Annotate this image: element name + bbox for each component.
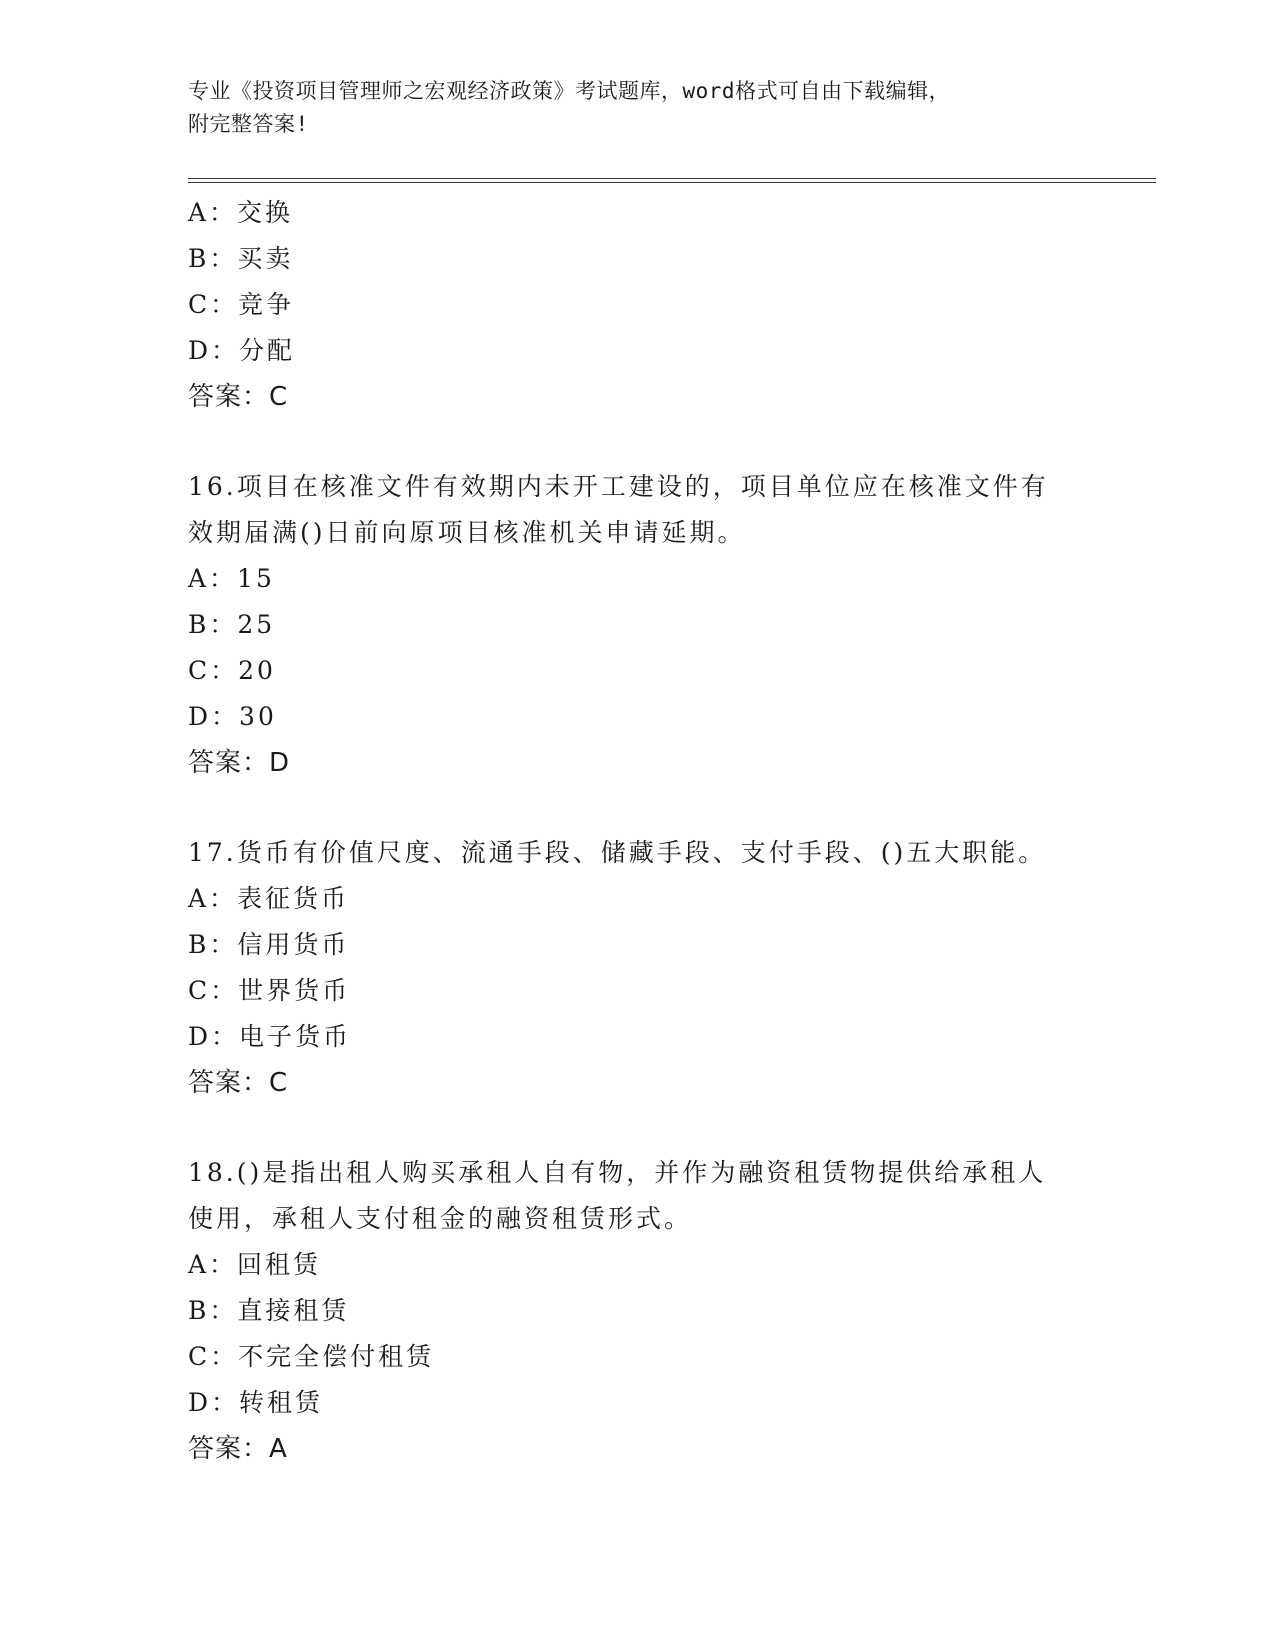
option-a: A：交换 [188,198,294,227]
question-line-2: 使用，承租人支付租金的融资租赁形式。 [188,1204,693,1233]
question-text [188,464,1088,556]
question-17 [188,830,1088,1106]
question-16 [188,464,1088,786]
answer: 答案：A [188,1434,288,1464]
answer: 答案：D [188,748,291,778]
option-b: B：信用货币 [188,930,350,959]
option-d: D：转租赁 [188,1388,324,1417]
header-line-2: 附完整答案! [188,112,309,136]
option-a: A：15 [188,564,275,593]
option-c: C：20 [188,656,276,685]
question-text [188,1150,1088,1242]
option-c: C：世界货币 [188,976,351,1005]
option-c: C：不完全偿付租赁 [188,1342,435,1371]
question-line-2: 效期届满()日前向原项目核准机关申请延期。 [188,518,746,547]
question-line-1: 16.项目在核准文件有效期内未开工建设的，项目单位应在核准文件有 [188,472,1049,501]
answer: 答案：C [188,382,289,412]
option-b: B：25 [188,610,276,639]
document-header [188,75,1088,141]
option-c: C：竞争 [188,290,295,319]
question-list [188,190,1088,1472]
option-b: B：买卖 [188,244,294,273]
question-line-1: 18.()是指出租人购买承租人自有物，并作为融资租赁物提供给承租人 [188,1158,1047,1187]
question-line-1: 17.货币有价值尺度、流通手段、储藏手段、支付手段、()五大职能。 [188,838,1047,867]
header-double-rule [188,178,1156,183]
question-text [188,830,1088,876]
question-15 [188,190,1088,420]
option-d: D：30 [188,702,277,731]
header-line-1: 专业《投资项目管理师之宏观经济政策》考试题库，word格式可自由下载编辑， [188,79,951,103]
option-d: D：分配 [188,336,296,365]
option-d: D：电子货币 [188,1022,352,1051]
answer: 答案：C [188,1068,289,1098]
option-a: A：回租赁 [188,1250,322,1279]
question-18 [188,1150,1088,1472]
option-a: A：表征货币 [188,884,350,913]
option-b: B：直接租赁 [188,1296,350,1325]
